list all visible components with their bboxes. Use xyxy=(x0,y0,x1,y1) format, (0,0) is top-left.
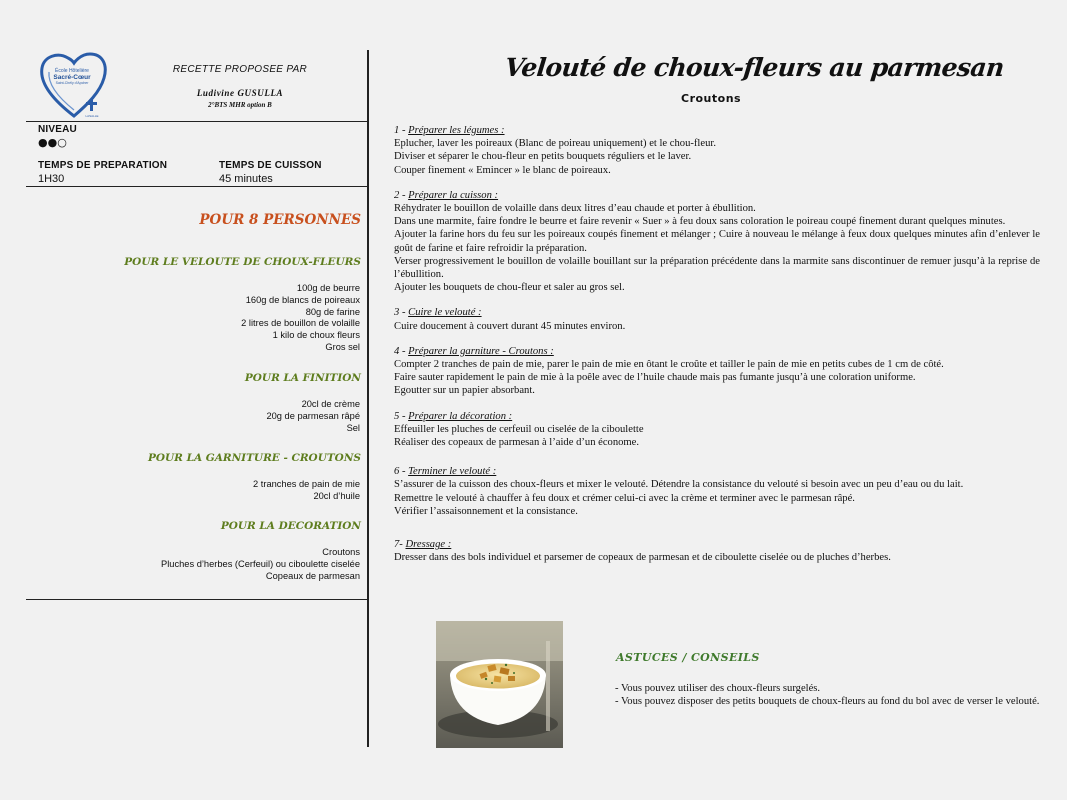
step-number: 7- xyxy=(394,539,406,551)
step-number: 1 - xyxy=(394,125,409,136)
garniture-ingredients-title: POUR LA GARNITURE - CROUTONS xyxy=(147,452,361,464)
cook-time-label: TEMPS DE CUISSON xyxy=(219,160,322,171)
step-title: Préparer la garniture - Croutons : xyxy=(408,345,554,357)
logo-line-3: Saint-Chély d'Apcher xyxy=(55,81,89,85)
step-4 xyxy=(394,345,1040,398)
column-divider xyxy=(367,50,369,747)
ingredient: 1 kilo de choux fleurs xyxy=(272,330,360,341)
step-line: Compter 2 tranches de pain de mie, parer le pain de mie en ôtant le croûte et tailler le pain de mie en petits cubes de 1 cm de côté. xyxy=(394,359,944,371)
step-number: 5 - xyxy=(394,410,409,422)
step-line: Ajouter les bouquets de chou-fleur et saler au gros sel. xyxy=(394,282,625,294)
ingredient: Croutons xyxy=(322,547,360,557)
ingredient: 2 tranches de pain de mie xyxy=(253,479,360,489)
level-rating: ●●○ xyxy=(38,136,67,149)
step-6 xyxy=(394,465,1040,518)
step-line: Dresser dans des bols individuel et parsemer de copeaux de parmesan et de ciboulette ciselée ou de pluches d’herbes. xyxy=(394,552,891,564)
decoration-ingredients-title: POUR LA DECORATION xyxy=(220,520,361,532)
step-number: 4 - xyxy=(394,345,409,357)
step-line: Egoutter sur un papier absorbant. xyxy=(394,385,535,397)
ingredient: 20cl de crème xyxy=(301,399,360,409)
step-line: Vérifier l’assaisonnement et la consistance. xyxy=(394,505,578,517)
prep-time-label: TEMPS DE PREPARATION xyxy=(38,160,168,171)
school-logo xyxy=(38,50,110,122)
recipe-subtitle: Croutons xyxy=(681,92,742,105)
step-2 xyxy=(394,189,1040,295)
step-line: Remettre le velouté à chauffer à feu doux et crémer celui-ci avec la crème et terminer avec le parmesan râpé. xyxy=(394,492,855,504)
step-line: Réaliser des copeaux de parmesan à l’aide d’un économe. xyxy=(394,437,640,449)
step-line: S’assurer de la cuisson des choux-fleurs et mixer le velouté. Détendre la consistance du velouté si besoin avec un peu d’eau ou du lait. xyxy=(394,479,964,491)
logo-line-4: LASALLE xyxy=(85,114,99,118)
step-number: 3 - xyxy=(394,307,409,319)
step-5 xyxy=(394,410,1040,450)
servings-title: POUR 8 PERSONNES xyxy=(199,212,361,228)
ingredient: Sel xyxy=(346,422,360,433)
step-7 xyxy=(394,538,1040,564)
ingredient: 20cl d’huile xyxy=(313,490,360,501)
step-line: Effeuiller les pluches de cerfeuil ou ciselée de la ciboulette xyxy=(394,423,644,435)
veloute-ingredients-list xyxy=(241,283,360,354)
recipe-title: Velouté de choux-fleurs au parmesan xyxy=(503,53,1006,82)
ingredient: Gros sel xyxy=(325,341,360,352)
level-label: NIVEAU xyxy=(38,124,77,135)
ingredient: 20g de parmesan râpé xyxy=(266,410,360,421)
author-class: 2°BTS MHR option B xyxy=(208,101,272,109)
cook-time-value: 45 minutes xyxy=(219,173,273,185)
step-line: Couper finement « Emincer » le blanc de poireaux. xyxy=(394,164,611,176)
tip-item: - Vous pouvez utiliser des choux-fleurs surgelés. xyxy=(615,683,821,694)
step-3 xyxy=(394,306,1040,332)
step-number: 6 - xyxy=(394,466,409,478)
step-line: Faire sauter rapidement le pain de mie à la poêle avec de l’huile chaude mais pas fumante jusqu’à une coloration uniforme. xyxy=(394,372,916,384)
tip-item: - Vous pouvez disposer des petits bouquets de choux-fleurs au fond du bol avec de verser le velouté. xyxy=(615,696,1040,707)
step-title: Terminer le velouté : xyxy=(408,466,497,478)
step-line: Eplucher, laver les poireaux (Blanc de poireau uniquement) et le chou-fleur. xyxy=(394,138,716,150)
proposed-by-label: RECETTE PROPOSEE PAR xyxy=(172,64,308,75)
ingredient: 160g de blancs de poireaux xyxy=(245,294,360,305)
step-title: Préparer les légumes : xyxy=(408,125,505,136)
ingredient: 80g de farine xyxy=(305,306,360,317)
step-title: Préparer la décoration : xyxy=(408,410,513,422)
author-name: Ludivine GUSULLA xyxy=(196,88,284,98)
tips-title: ASTUCES / CONSEILS xyxy=(616,651,760,664)
veloute-ingredients-title: POUR LE VELOUTE DE CHOUX-FLEURS xyxy=(124,256,361,268)
prep-time-value: 1H30 xyxy=(38,173,65,185)
ingredient: 100g de beurre xyxy=(296,283,360,293)
header-rule xyxy=(26,121,367,122)
lasalle-cross-icon xyxy=(86,99,97,111)
step-line: Cuire doucement à couvert durant 45 minutes environ. xyxy=(394,320,626,332)
step-title: Cuire le velouté : xyxy=(408,307,482,319)
step-line: Dans une marmite, faire fondre le beurre et faire revenir « Suer » à feu doux sans coloration le poireau coupé finement durant quelques minutes. xyxy=(394,216,1006,228)
step-number: 2 - xyxy=(394,189,409,201)
step-line: Diviser et séparer le chou-fleur en petits bouquets réguliers et le laver. xyxy=(394,151,692,163)
finition-ingredients-title: POUR LA FINITION xyxy=(244,372,361,384)
ingredients-rule xyxy=(26,599,367,600)
ingredient: Pluches d’herbes (Cerfeuil) ou ciboulette ciselée xyxy=(161,558,360,569)
garniture-ingredients-list xyxy=(253,479,360,503)
step-line: Réhydrater le bouillon de volaille dans deux litres d’eau chaude et porter à ébullition. xyxy=(394,203,756,215)
tips-list xyxy=(615,682,1040,708)
soup-photo xyxy=(436,621,563,748)
step-title: Dressage : xyxy=(405,539,452,551)
ingredient: 2 litres de bouillon de volaille xyxy=(241,318,360,329)
steps-list xyxy=(394,124,1040,576)
step-title: Préparer la cuisson : xyxy=(408,189,499,201)
meta-rule xyxy=(26,186,367,187)
step-1 xyxy=(394,124,1040,177)
finition-ingredients-list xyxy=(266,399,360,434)
logo-line-2: Sacré-Cœur xyxy=(53,74,91,81)
step-line: Ajouter la farine hors du feu sur les poireaux coupés finement et mélanger ; Cuire à nouveau le mélange à feux doux quelques minutes afin d’enlever le goût de farine et faire refroidir la préparation. xyxy=(394,229,1040,254)
decoration-ingredients-list xyxy=(161,547,360,582)
logo-line-1: École Hôtelière xyxy=(55,68,89,74)
step-line: Verser progressivement le bouillon de volaille bouillant sur la préparation précédente dans la marmite sans discontinuer de remuer jusqu’à la reprise de l’ébullition. xyxy=(394,255,1040,281)
ingredient: Copeaux de parmesan xyxy=(265,570,360,581)
